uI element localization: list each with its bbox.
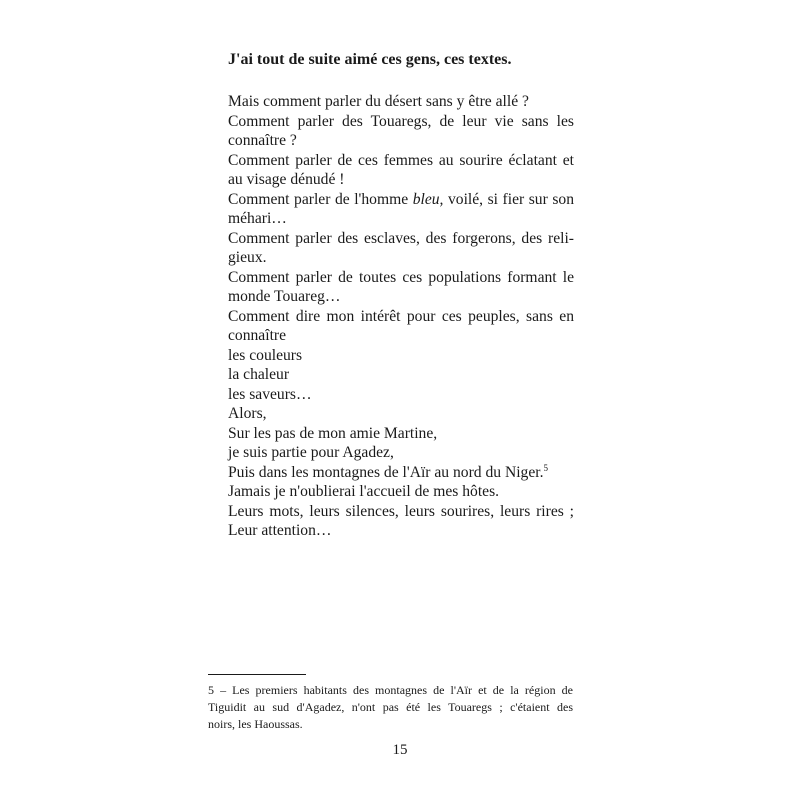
body-line: la chaleur	[228, 366, 290, 383]
body-line: gieux.	[228, 249, 267, 266]
body-line	[228, 463, 574, 483]
body-line: Leur attention…	[228, 522, 332, 539]
body-line: au visage dénudé !	[228, 171, 345, 188]
footnote	[208, 682, 573, 733]
body-line: Comment parler de ces femmes au sourire éclatant et	[228, 151, 574, 169]
body-line: Alors,	[228, 405, 267, 422]
footnote-line: Tiguidit au sud d'Agadez, n'ont pas été les Touaregs ; c'étaient des	[208, 700, 573, 714]
footnote-line: 5 – Les premiers habitants des montagnes de l'Aïr et de la région de	[208, 683, 573, 697]
footnote-line: noirs, les Haoussas.	[208, 717, 303, 731]
body-text-fragment: Comment parler de l'homme	[228, 190, 413, 208]
poem-body	[228, 92, 574, 541]
page-number: 15	[392, 742, 408, 758]
body-line: Sur les pas de mon amie Martine,	[228, 424, 438, 442]
body-line: connaître	[228, 327, 287, 344]
italic-word: bleu,	[412, 190, 444, 208]
body-line: Comment dire mon intérêt pour ces peuples, sans en	[228, 307, 574, 325]
body-line: méhari…	[228, 210, 287, 227]
body-line: Comment parler de toutes ces populations formant le	[228, 268, 574, 286]
body-text-fragment: voilé, si fier sur son	[443, 190, 574, 208]
body-line: Comment parler des esclaves, des forgerons, des reli-	[228, 229, 574, 247]
body-line: Mais comment parler du désert sans y être allé ?	[228, 93, 529, 110]
body-line: Jamais je n'oublierai l'accueil de mes hôtes.	[228, 483, 500, 500]
body-line: je suis partie pour Agadez,	[228, 444, 394, 461]
body-line: monde Touareg…	[228, 288, 341, 305]
body-line: Comment parler des Touaregs, de leur vie sans les	[228, 112, 574, 130]
body-line: connaître ?	[228, 132, 297, 149]
body-line: les saveurs…	[228, 385, 312, 403]
section-heading: J'ai tout de suite aimé ces gens, ces textes.	[228, 51, 512, 68]
body-line	[228, 190, 574, 210]
footnote-divider	[208, 674, 306, 675]
body-text-fragment: Puis dans les montagnes de l'Aïr au nord du Niger.	[228, 463, 544, 481]
footnote-reference: 5	[543, 462, 549, 473]
body-line: les couleurs	[228, 346, 303, 364]
body-line: Leurs mots, leurs silences, leurs sourires, leurs rires ;	[228, 502, 574, 520]
